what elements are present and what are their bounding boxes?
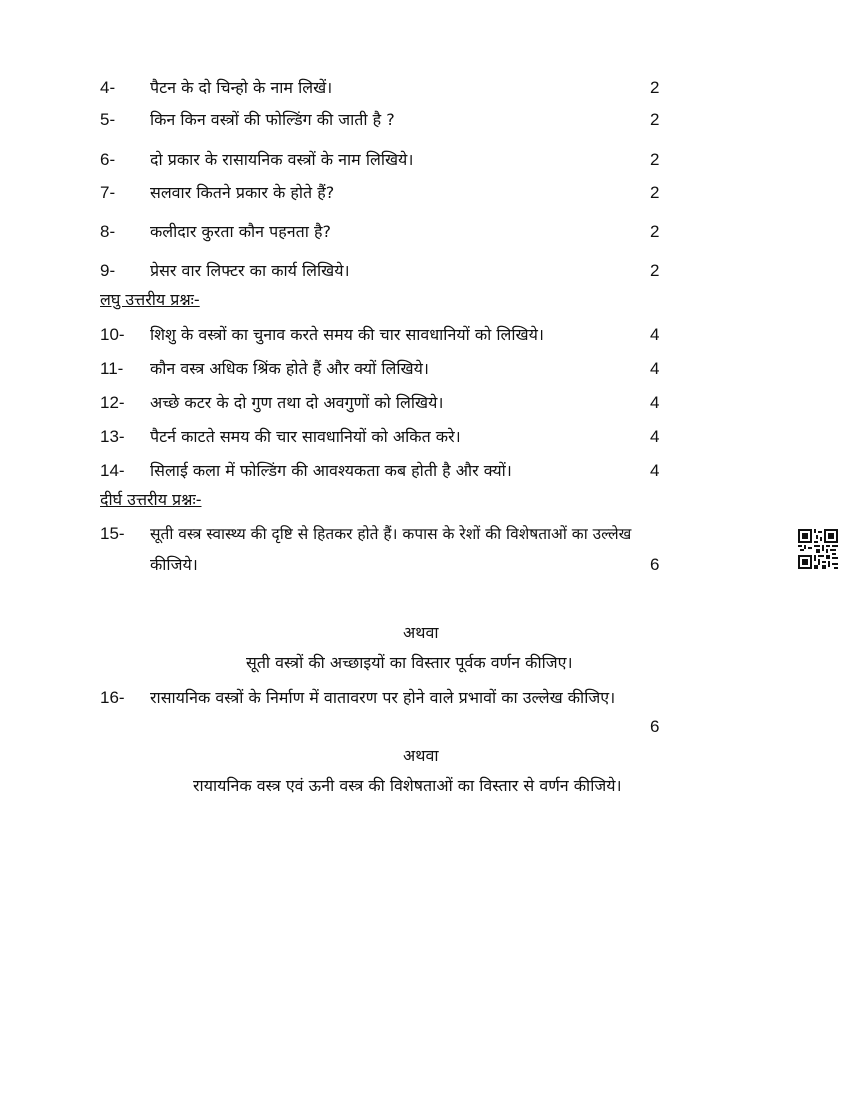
question-number: 8-	[100, 222, 116, 241]
question-marks: 4	[650, 461, 660, 480]
alternative-question: सूती वस्त्रों की अच्छाइयों का विस्तार पूर्वक वर्णन कीजिए।	[246, 653, 573, 672]
question-marks: 2	[650, 150, 660, 169]
question-number: 16-	[100, 688, 125, 707]
question-marks: 6	[650, 717, 660, 736]
question-number: 7-	[100, 183, 116, 202]
question-text: रासायनिक वस्त्रों के निर्माण में वातावरण पर होने वाले प्रभावों का उल्लेख कीजिए।	[150, 688, 616, 707]
question-number: 4-	[100, 78, 116, 97]
question-number: 10-	[100, 325, 125, 344]
question-text: पैटन के दो चिन्हो के नाम लिखें।	[150, 78, 333, 97]
question-row	[0, 220, 850, 250]
or-label: अथवा	[403, 746, 439, 765]
question-row	[0, 425, 850, 455]
question-text: कलीदार कुरता कौन पहनता है?	[150, 222, 331, 241]
question-row	[0, 459, 850, 489]
question-marks: 4	[650, 427, 660, 446]
question-row	[0, 181, 850, 211]
question-row	[0, 686, 850, 716]
question-marks: 4	[650, 325, 660, 344]
question-number: 9-	[100, 261, 116, 280]
or-label: अथवा	[403, 623, 439, 642]
question-number: 15-	[100, 524, 125, 543]
question-text: सिलाई कला में फोल्डिंग की आवश्यकता कब होती है और क्यों।	[150, 461, 512, 480]
short-answer-heading: लघु उत्तरीय प्रश्नः-	[100, 290, 200, 309]
question-marks: 2	[650, 78, 660, 97]
question-text-continued: कीजिये।	[150, 555, 198, 574]
question-row	[0, 522, 850, 552]
question-number: 12-	[100, 393, 125, 412]
question-text: प्रेसर वार लिफ्टर का कार्य लिखिये।	[150, 261, 350, 280]
question-row	[0, 391, 850, 421]
qr-code-icon	[798, 529, 838, 569]
question-text: अच्छे कटर के दो गुण तथा दो अवगुणों को लिखिये।	[150, 393, 444, 412]
question-text: सलवार कितने प्रकार के होते हैं?	[150, 183, 335, 202]
long-answer-heading: दीर्घ उत्तरीय प्रश्नः-	[100, 490, 202, 509]
question-marks: 2	[650, 183, 660, 202]
question-row	[0, 323, 850, 353]
question-row	[0, 357, 850, 387]
question-number: 11-	[100, 359, 124, 378]
question-marks: 2	[650, 222, 660, 241]
question-text: कौन वस्त्र अधिक श्रिंक होते हैं और क्यों लिखिये।	[150, 359, 429, 378]
question-text: दो प्रकार के रासायनिक वस्त्रों के नाम लिखिये।	[150, 150, 414, 169]
question-marks: 4	[650, 393, 660, 412]
question-row	[0, 108, 850, 138]
question-marks: 2	[650, 261, 660, 280]
question-row	[0, 76, 850, 106]
question-text: सूती वस्त्र स्वास्थ्य की दृष्टि से हितकर होते हैं। कपास के रेशों की विशेषताओं का उल्लेख	[150, 525, 632, 543]
question-text: पैटर्न काटते समय की चार सावधानियों को अकित करे।	[150, 427, 461, 446]
question-marks: 2	[650, 110, 660, 129]
question-row	[0, 259, 850, 289]
question-number: 6-	[100, 150, 116, 169]
question-number: 5-	[100, 110, 116, 129]
question-text: शिशु के वस्त्रों का चुनाव करते समय की चार सावधानियों को लिखिये।	[150, 325, 544, 344]
alternative-question: रायायनिक वस्त्र एवं ऊनी वस्त्र की विशेषताओं का विस्तार से वर्णन कीजिये।	[193, 776, 622, 795]
question-text: किन किन वस्त्रों की फोल्डिंग की जाती है ?	[150, 110, 395, 129]
question-number: 14-	[100, 461, 125, 480]
question-number: 13-	[100, 427, 125, 446]
question-marks: 4	[650, 359, 660, 378]
question-row	[0, 148, 850, 178]
question-marks: 6	[650, 555, 660, 574]
